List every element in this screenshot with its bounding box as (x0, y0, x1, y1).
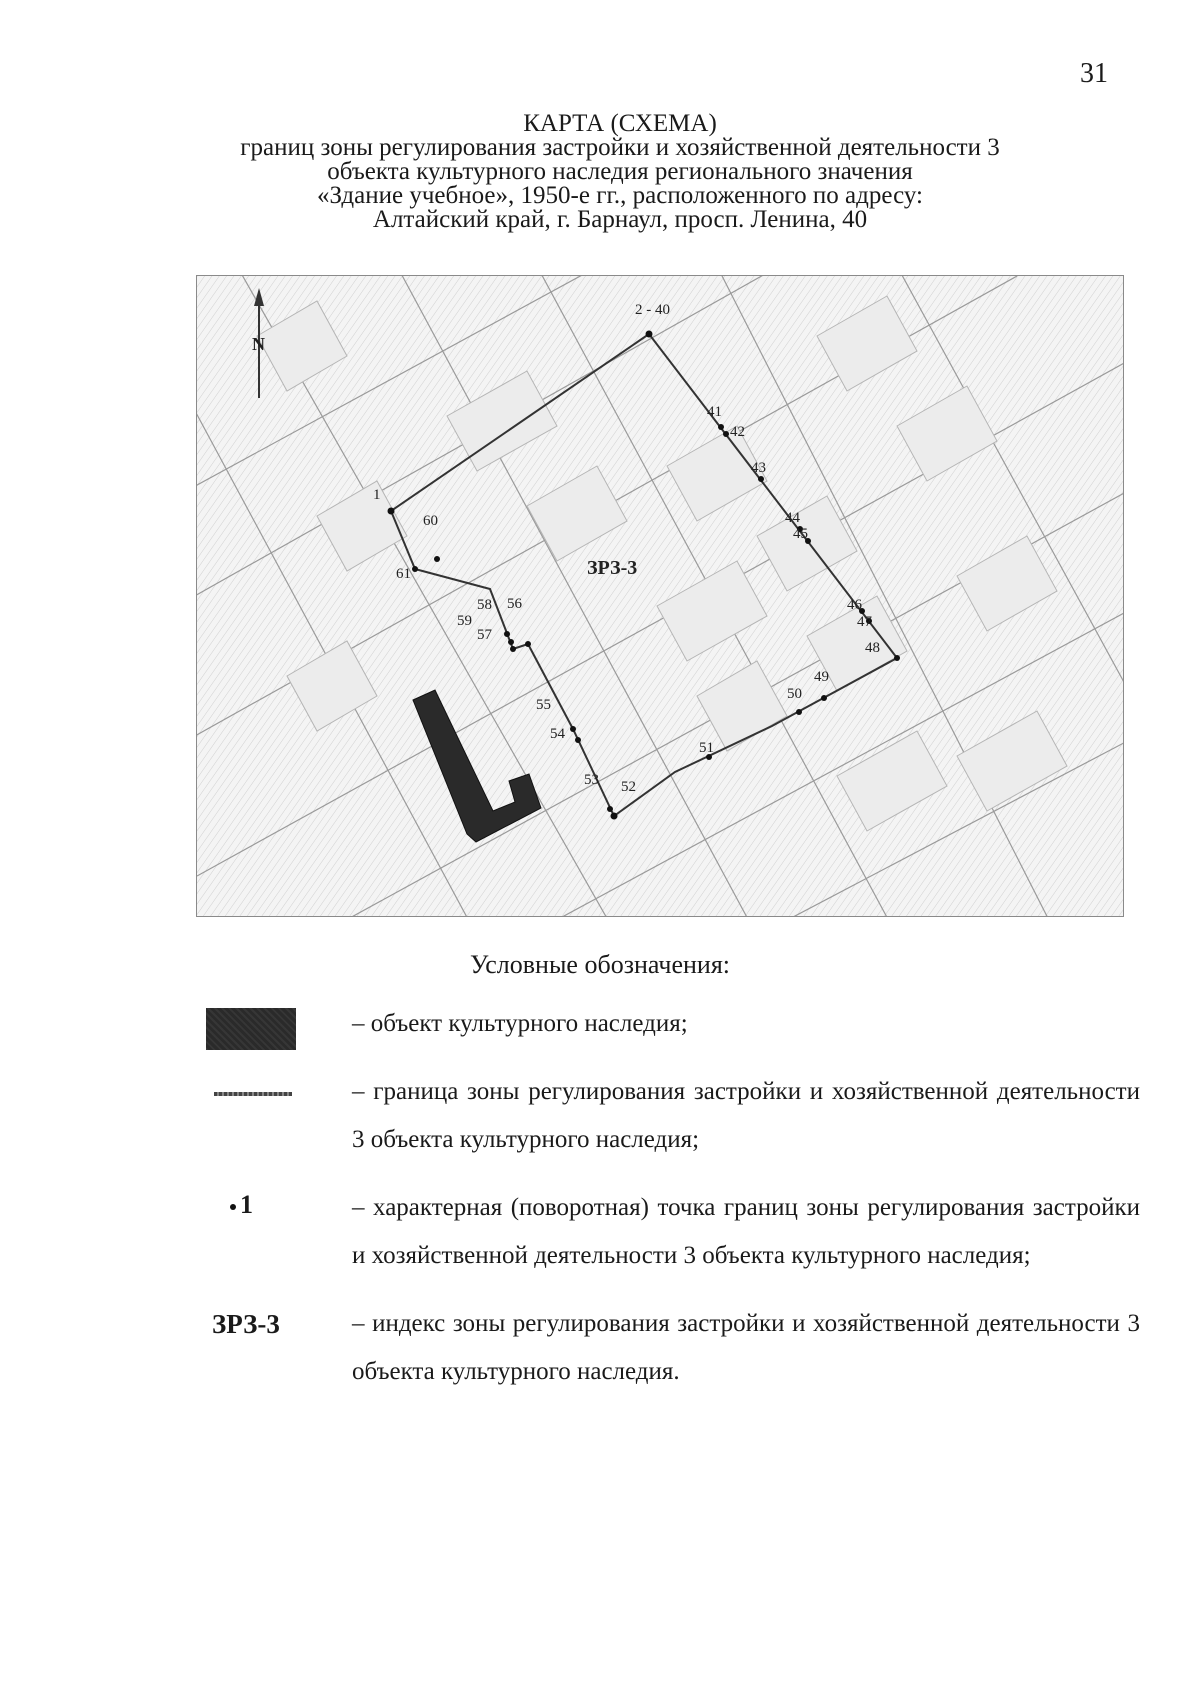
zone-index-swatch: ЗРЗ-3 (212, 1309, 280, 1339)
legend-text-point: – характерная (поворотная) точка границ зоны регулирования застройки и хозяйственной деятельности 3 объекта культурного наследия; (352, 1194, 1140, 1269)
point-56 (525, 641, 531, 647)
north-label: N (252, 334, 265, 354)
title-line-3: объекта культурного наследия регионального значения (327, 158, 913, 185)
point-41 (718, 424, 724, 430)
label-point-2-40: 2 - 40 (635, 302, 670, 318)
point-swatch-number: 1 (240, 1190, 253, 1219)
label-point-56: 56 (507, 596, 522, 612)
point-2-40 (646, 331, 653, 338)
label-point-49: 49 (814, 669, 829, 685)
label-point-58: 58 (477, 597, 492, 613)
title-line-5: Алтайский край, г. Барнаул, просп. Ленина, 40 (372, 206, 868, 233)
label-point-41: 41 (707, 404, 722, 420)
label-point-50: 50 (787, 686, 802, 702)
point-58 (508, 639, 514, 645)
label-point-44: 44 (785, 510, 800, 526)
legend-item-point (200, 1184, 1140, 1280)
zone-index-label: ЗРЗ-3 (587, 557, 638, 579)
label-point-53: 53 (584, 772, 599, 788)
point-53 (607, 806, 613, 812)
label-point-1: 1 (373, 487, 381, 503)
title-line-4: «Здание учебное», 1950-е гг., расположенного по адресу: (317, 182, 923, 209)
point-swatch (230, 1190, 326, 1220)
cadastral-map (197, 276, 1123, 916)
label-point-45: 45 (793, 526, 808, 542)
point-52 (611, 813, 618, 820)
heritage-object-swatch (206, 1008, 296, 1050)
point-1 (388, 508, 395, 515)
point-61 (412, 566, 418, 572)
legend-item-boundary (200, 1068, 1140, 1164)
map-frame (196, 275, 1124, 917)
point-48 (894, 655, 900, 661)
point-60 (434, 556, 440, 562)
legend-text-index: – индекс зоны регулирования застройки и хозяйственной деятельности 3 объекта культурного наследия. (352, 1310, 1140, 1385)
legend-heading: Условные обозначения: (469, 950, 731, 979)
point-49 (821, 695, 827, 701)
label-point-42: 42 (730, 424, 745, 440)
boundary-line-swatch (214, 1092, 292, 1096)
label-point-55: 55 (536, 697, 551, 713)
label-point-60: 60 (423, 513, 438, 529)
point-50 (796, 709, 802, 715)
legend (200, 1000, 1140, 1396)
label-point-57: 57 (477, 627, 492, 643)
legend-item-object (200, 1000, 1140, 1048)
point-59 (504, 631, 510, 637)
legend-item-index (200, 1300, 1140, 1396)
legend-text-boundary: – граница зоны регулирования застройки и хозяйственной деятельности 3 объекта культурного наследия; (352, 1078, 1140, 1153)
map-title (180, 112, 1060, 232)
point-43 (758, 476, 764, 482)
label-point-59: 59 (457, 613, 472, 629)
page-number: 31 (1080, 58, 1108, 89)
title-line-1: КАРТА (СХЕМА) (523, 110, 717, 137)
label-point-43: 43 (751, 460, 766, 476)
label-point-61: 61 (396, 566, 411, 582)
label-point-54: 54 (550, 726, 565, 742)
point-57 (510, 646, 516, 652)
point-dot-icon (230, 1204, 236, 1210)
label-point-51: 51 (699, 740, 714, 756)
label-point-46: 46 (847, 597, 862, 613)
point-54 (575, 737, 581, 743)
label-point-52: 52 (621, 779, 636, 795)
label-point-47: 47 (857, 614, 872, 630)
title-line-2: границ зоны регулирования застройки и хозяйственной деятельности 3 (240, 134, 1000, 161)
point-55 (570, 726, 576, 732)
label-point-48: 48 (865, 640, 880, 656)
legend-text-object: – объект культурного наследия; (352, 1010, 688, 1037)
point-42 (723, 431, 729, 437)
